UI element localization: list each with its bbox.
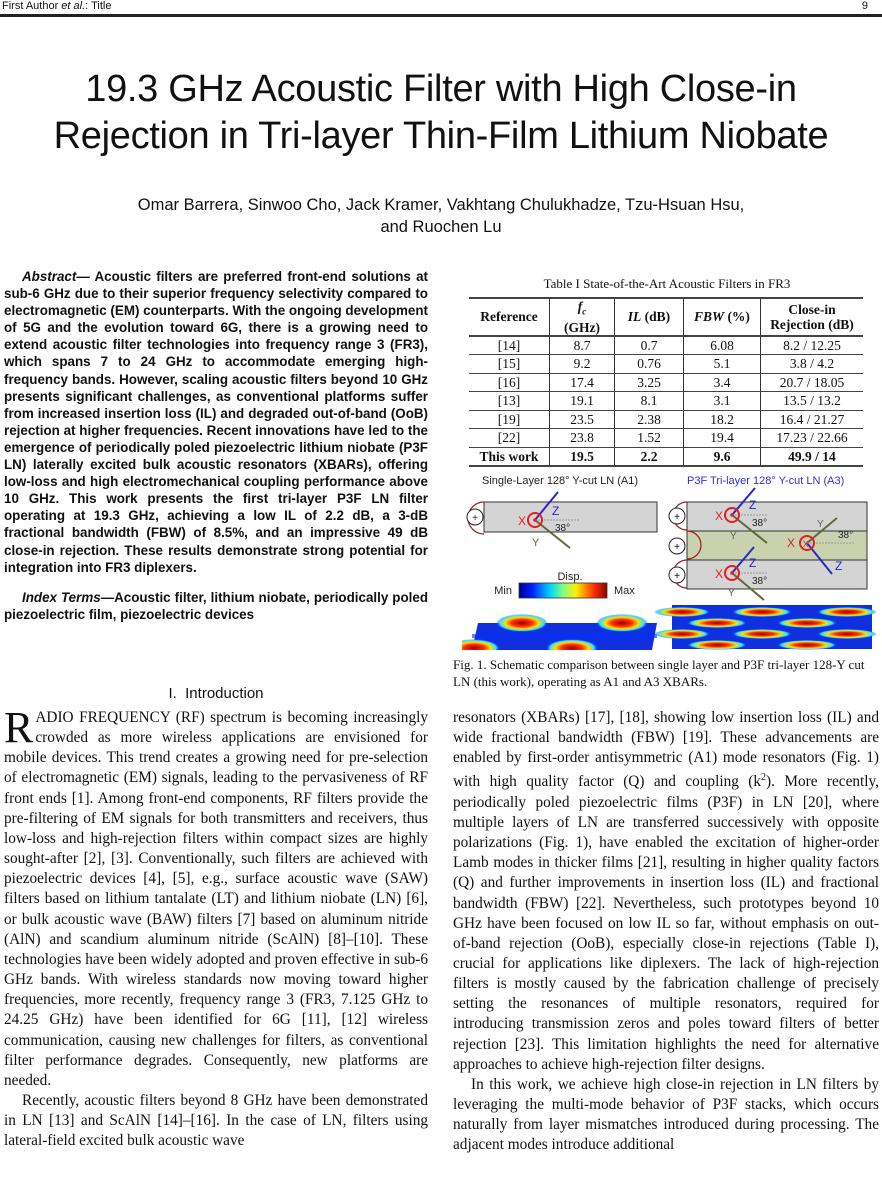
svg-text:Z: Z <box>835 559 843 573</box>
svg-text:38°: 38° <box>838 530 854 541</box>
svg-text:38°: 38° <box>752 518 768 529</box>
svg-text:+: + <box>472 513 478 524</box>
svg-text:X: X <box>715 509 724 523</box>
svg-text:+: + <box>674 512 680 523</box>
col-il: IL (dB) <box>615 298 684 336</box>
table-header-row <box>469 298 863 336</box>
author-list: Omar Barrera, Sinwoo Cho, Jack Kramer, Vakhtang Chulukhadze, Tzu-Hsuan Hsu, and Ruochen Lu <box>137 196 745 236</box>
paper-title: 19.3 GHz Acoustic Filter with High Close-in Rejection in Tri-layer Thin-Film Lithium Niobate <box>53 68 829 157</box>
colorbar <box>519 583 607 598</box>
running-head <box>0 0 882 14</box>
svg-text:+: + <box>674 571 680 582</box>
header-rule <box>0 14 882 17</box>
table-row: [15] 9.2 0.76 5.1 3.8 / 4.2 <box>469 355 863 374</box>
table-caption: Table I State-of-the-Art Acoustic Filters in FR3 <box>543 276 791 291</box>
svg-text:Y: Y <box>728 588 735 599</box>
svg-text:X: X <box>803 540 809 549</box>
svg-text:X: X <box>787 536 796 550</box>
fig-right-title: P3F Tri-layer 128° Y-cut LN (A3) <box>687 475 845 487</box>
figure-1 <box>462 470 882 650</box>
svg-text:X: X <box>518 514 527 528</box>
svg-text:Disp.: Disp. <box>557 571 583 583</box>
svg-text:Min: Min <box>494 585 512 597</box>
intro-paragraph-3: resonators (XBARs) [17], [18], showing low insertion loss (IL) and wide fractional bandwidth (FBW) [19]. These advancements are enabled by first-order antisymmetric (A1) mode resonators (Fig. 1) with high quality factor (Q) and coupling $(k^2)$. More recently, periodically poled piezoelectric films (P3F) in LN [20], where multiple layers of LN are transferred successively with opposite polarizations (Fig. 1), have enabled the excitation of higher-order Lamb modes in thicker films [21], resulting in higher quality factors (Q) and further improvements in insertion loss (IL) and fractional bandwidth (FBW) [22]. Nevertheless, such prototypes beyond 10 GHz have been focused on low IL so far, without emphasis on out-of-band rejection (OoB), especially close-in rejections (Table I), crucial for applications like diplexers. The lack of high-rejection filters is mostly caused by the fabrication challenge of precisely setting the resonances of multiple resonators, required for introducing transmission zeros and poles toward filters of better rejection [23]. This limitation highlights the need for alternative approaches to achieve high-rejection filter designs. <box>453 709 879 1073</box>
electrode-icons <box>669 508 685 583</box>
table-row: [13] 19.1 8.1 3.1 13.5 / 13.2 <box>469 392 863 411</box>
svg-text:Y: Y <box>817 519 824 530</box>
table-row: [22] 23.8 1.52 19.4 17.23 / 22.66 <box>469 429 863 448</box>
col-fbw: FBW (%) <box>684 298 761 336</box>
col-reference: Reference <box>480 309 538 325</box>
svg-text:X: X <box>715 567 724 581</box>
svg-text:Z: Z <box>749 556 757 570</box>
figure-1-caption: Fig. 1. Schematic comparison between single layer and P3F tri-layer 128-Y cut LN (this work), operating as A1 and A3 XBARs. <box>453 657 865 689</box>
fig-left-title: Single-Layer 128° Y-cut LN (A1) <box>482 475 639 487</box>
abstract: Abstract— Acoustic filters are preferred front-end solutions at sub-6 GHz due to their superior frequency selectivity compared to electromagnetic (EM) counterparts. With the ongoing development of 5G and the evolution toward 6G, there is a growing need to extend acoustic filter technologies into frequency range 3 (FR3), which spans 7 to 24 GHz to accommodate emerging high-frequency bands. However, scaling acoustic filters beyond 10 GHz presents significant challenges, as conventional platforms suffer from increased insertion loss (IL) and degraded out-of-band (OoB) rejection at higher frequencies. Recent innovations have led to the emergence of periodically poled piezoelectric lithium niobate (P3F LN) laterally excited bulk acoustic resonators (XBARs), offering low-loss and high electromechanical coupling performance above 10 GHz. This work presents the first tri-layer P3F LN filter operating at 19.3 GHz, achieving a low IL of 2.2 dB, a 3-dB fractional bandwidth (FBW) of 8.5%, and an impressive 49 dB close-in rejection. These results demonstrate strong potential for integration into FR3 diplexers. <box>4 269 428 575</box>
table-row: [19] 23.5 2.38 18.2 16.4 / 21.27 <box>469 410 863 429</box>
top-layer <box>687 502 867 531</box>
page-number: 9 <box>861 0 868 12</box>
abstract-label: Abstract— <box>22 269 90 284</box>
svg-text:Z: Z <box>749 498 757 512</box>
index-terms: Index Terms—Acoustic filter, lithium niobate, periodically poled piezoelectric film, piezoelectric devices <box>4 589 429 622</box>
table-row: [14] 8.7 0.7 6.08 8.2 / 12.25 <box>469 336 863 355</box>
figure-1-diagram <box>462 470 882 650</box>
index-terms-label: Index Terms <box>22 589 101 605</box>
intro-left-column <box>4 703 429 1151</box>
results-table <box>469 297 863 467</box>
svg-text:Y: Y <box>730 531 737 542</box>
running-head-left: First Author et al.: Title <box>2 0 112 12</box>
svg-text:Max: Max <box>614 585 635 597</box>
a3-mode-shape <box>654 605 877 650</box>
col-fc: $f_c$ (GHz) <box>550 298 615 336</box>
table-row: [16] 17.4 3.25 3.4 20.7 / 18.05 <box>469 373 863 392</box>
abstract-block <box>4 268 428 623</box>
svg-text:38°: 38° <box>752 576 768 587</box>
intro-paragraph-1: RADIO FREQUENCY (RF) spectrum is becoming increasingly crowded as more wireless applications are envisioned for mobile devices. This trend creates a growing need for pre-selection of electromagnetic (EM) signals, leading to the pervasiveness of RF front ends [1]. Among front-end components, RF filters provide the pre-filtering of EM signals for both transmitters and receivers, thus low-loss and high-rejection filters within compact sizes are highly sought-after [2], [3]. Conventionally, such filters are achieved with piezoelectric devices [4], [5], e.g., surface acoustic wave (SAW) filters based on lithium tantalate (LT) and lithium niobate (LN) [6], or bulk acoustic wave (BAW) filters [7] based on aluminum nitride (AlN) and scandium aluminum nitride (ScAlN) [8]–[10]. These technologies have been widely adopted and proven effective in sub-6 GHz bands. With wireless standards now moving toward higher frequencies, more recently, frequency range 3 (FR3, 7.125 GHz to 24.25 GHz) have been identified for 6G [11], [12] wireless communication, causing new challenges for filters, as conventional filter performance degrades. Consequently, new platforms are needed. <box>4 703 429 1089</box>
single-layer-slab <box>484 502 657 532</box>
intro-right-column <box>453 708 879 1156</box>
svg-text:38°: 38° <box>555 523 571 534</box>
drop-cap: R <box>4 703 34 752</box>
intro-paragraph-2: Recently, acoustic filters beyond 8 GHz have been demonstrated in LN [13] and ScAlN [14]–[16]. In the case of LN, filters using lateral-field excited bulk acoustic wave <box>4 1091 428 1150</box>
svg-text:Z: Z <box>552 504 560 518</box>
svg-text:Y: Y <box>532 537 540 549</box>
col-rejection: Close-in Rejection (dB) <box>761 298 864 336</box>
intro-paragraph-4: In this work, we achieve high close-in rejection in LN filters by leveraging the multi-mode behavior of P3F stacks, which occurs naturally from layer mismatches introduced during processing. The adjacent modes introduce additional <box>453 1075 879 1154</box>
a1-mode-shape <box>462 614 657 650</box>
section-heading-introduction: I. Introduction <box>168 685 264 702</box>
table-row-this-work: This work 19.5 2.2 9.6 49.9 / 14 <box>469 447 863 466</box>
svg-text:+: + <box>674 542 680 553</box>
